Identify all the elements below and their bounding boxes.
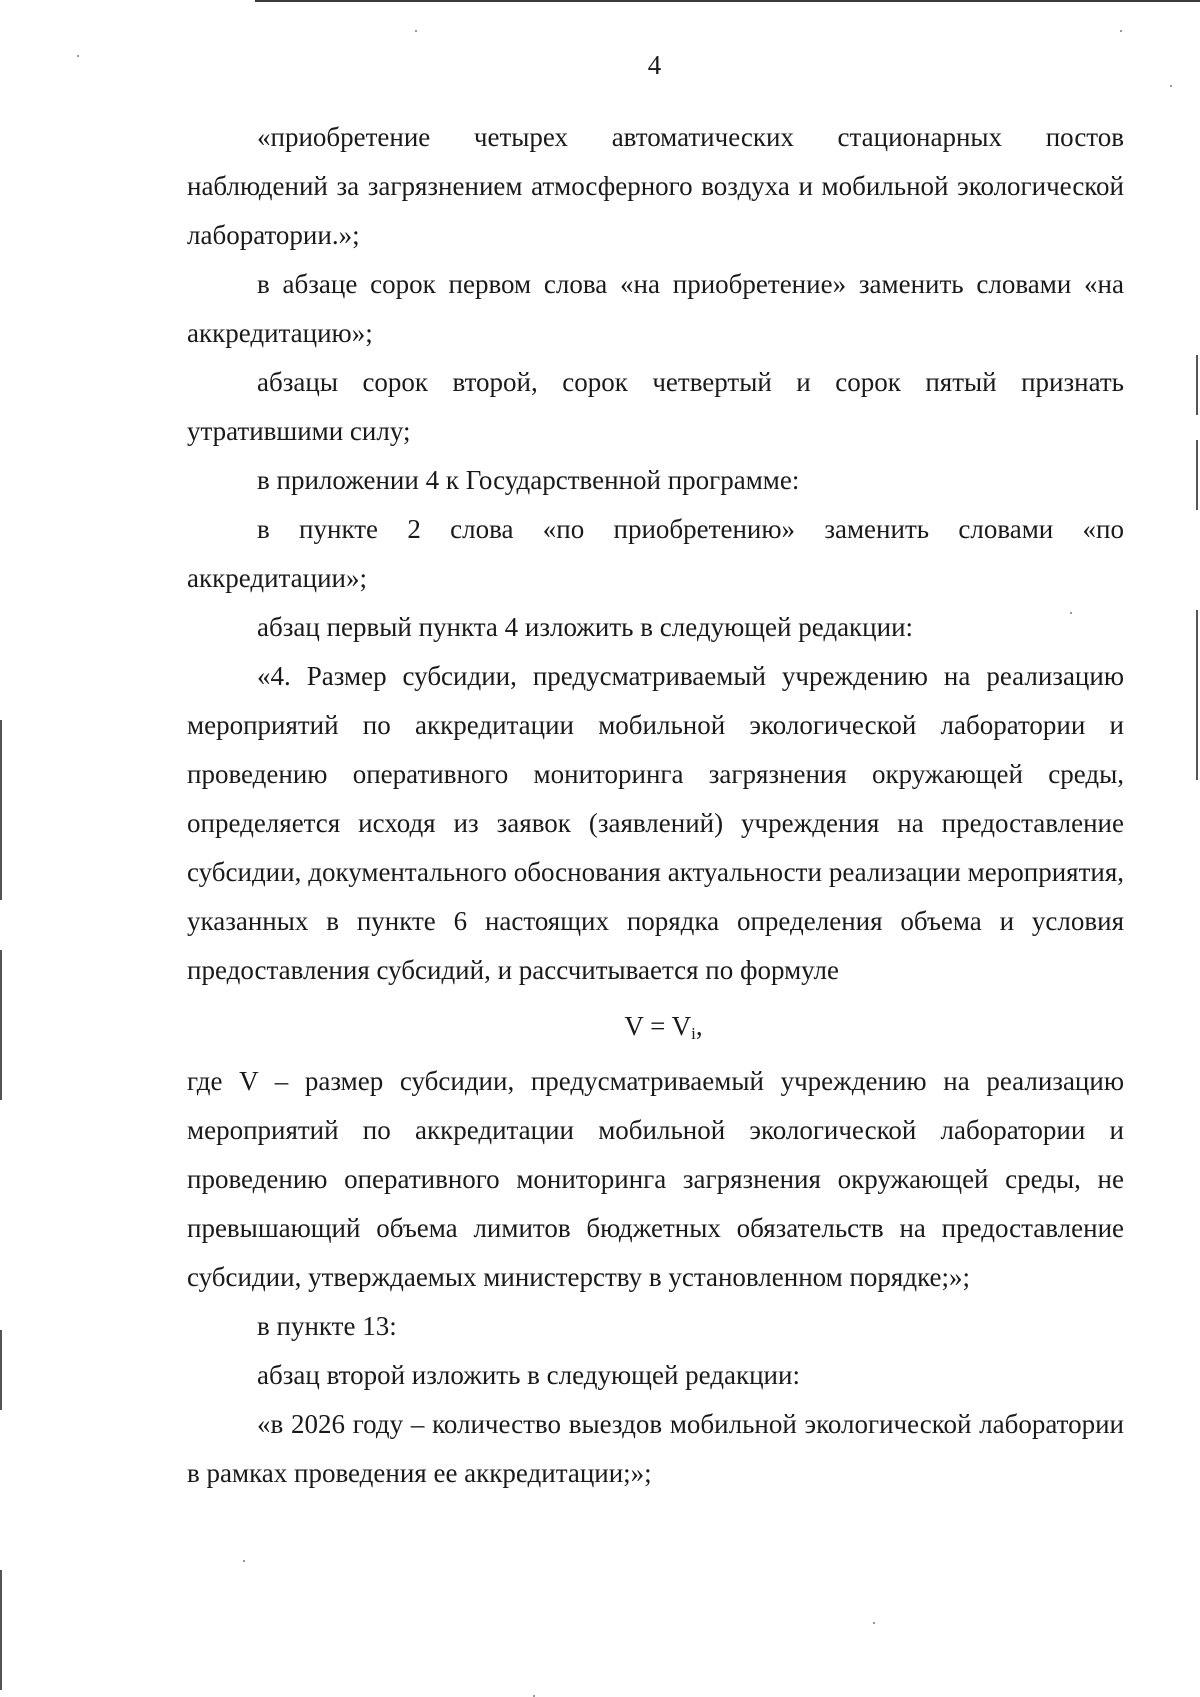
paragraph-abzatsy-repealed: абзацы сорок второй, сорок четвертый и сорок пятый признать утратившими силу; [187, 367, 1124, 446]
paragraph-2026-quote: «в 2026 году – количество выездов мобильной экологической лаборатории в рамках проведения ее аккредитации;»; [187, 1409, 1124, 1488]
scan-edge-mark [1196, 440, 1198, 510]
scan-speck [1170, 85, 1172, 87]
scan-edge-mark [0, 950, 2, 1100]
scan-speck [873, 1622, 875, 1624]
paragraph-subsidy-size: «4. Размер субсидии, предусматриваемый учреждению на реализацию мероприятий по аккредитации мобильной экологической лаборатории и проведению оперативного мониторинга загрязнения окружающей среды, определяется исходя из заявок (заявлений) учреждения на предоставление субсидии, документального обоснования актуальности реализации мероприятия, указанных в пункте 6 настоящих порядка определения объема и условия предоставления субсидий, и рассчитывается по формуле [187, 661, 1124, 985]
scan-edge-mark [0, 1570, 2, 1690]
scan-edge-mark [0, 1330, 2, 1410]
formula [187, 995, 1124, 1057]
scan-speck [415, 30, 417, 32]
scan-speck [1120, 30, 1122, 32]
paragraph-punkt-2: в пункте 2 слова «по приобретению» заменить словами «по аккредитации»; [187, 514, 1124, 593]
top-border-line [255, 0, 1200, 2]
paragraph-abzats-41: в абзаце сорок первом слова «на приобретение» заменить словами «на аккредитацию»; [187, 269, 1124, 348]
scan-edge-mark [1196, 610, 1198, 780]
paragraph-appendix-4: в приложении 4 к Государственной программе: [257, 465, 800, 495]
formula-lhs: V = V [624, 1011, 692, 1041]
paragraph-formula-definition: где V – размер субсидии, предусматриваемый учреждению на реализацию мероприятий по аккредитации мобильной экологической лаборатории и проведению оперативного мониторинга загрязнения окружающей среды, не превышающий объема лимитов бюджетных обязательств на предоставление субсидии, утверждаемых министерству в установленном порядке;»; [187, 1066, 1124, 1292]
paragraph-punkt-13: в пункте 13: [257, 1311, 397, 1341]
scan-edge-mark [1196, 355, 1198, 415]
paragraph-abzats-2-intro: абзац второй изложить в следующей редакции: [257, 1360, 800, 1390]
scan-edge-mark [0, 720, 2, 900]
scan-speck [243, 1560, 245, 1562]
document-body [187, 113, 1124, 1498]
formula-subscript: i [691, 1024, 696, 1043]
paragraph-punkt-4-intro: абзац первый пункта 4 изложить в следующей редакции: [257, 612, 914, 642]
paragraph-amendment-quote: «приобретение четырех автоматических стационарных постов наблюдений за загрязнением атмосферного воздуха и мобильной экологической лаборатории.»; [187, 122, 1124, 250]
formula-tail: , [695, 1011, 703, 1041]
page-number: 4 [647, 50, 662, 80]
